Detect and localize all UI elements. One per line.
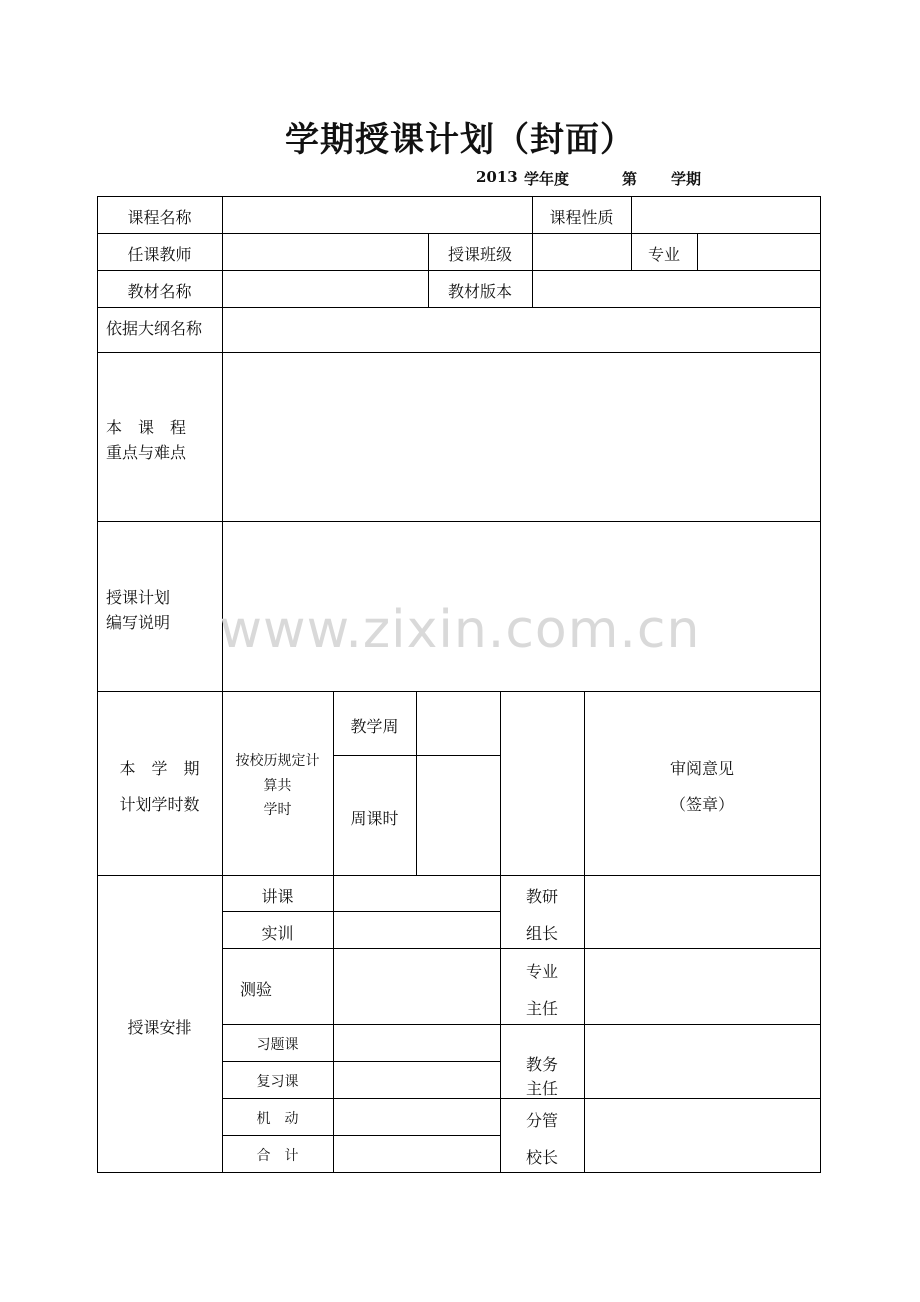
watermark: www.zixin.com.cn [219, 600, 701, 660]
review-class-label: 复习课 [256, 1074, 299, 1090]
textbook-edition-label: 教材版本 [447, 282, 512, 301]
academic-head-line2: 主任 [525, 1079, 558, 1098]
review-seal-label: （签章） [669, 795, 734, 814]
textbook-label: 教材名称 [127, 282, 192, 301]
term-prefix: 第 [622, 170, 638, 188]
academic-head-line1: 教务 [525, 1055, 558, 1074]
major-label: 专业 [647, 245, 680, 264]
keypoints-label-line2: 重点与难点 [106, 443, 187, 462]
year-value: 2013 [476, 168, 518, 186]
exercise-label: 习题课 [256, 1037, 299, 1053]
page-title: 学期授课计划（封面） [285, 120, 635, 160]
course-name-label: 课程名称 [127, 208, 192, 227]
calendar-text-line3: 学时 [263, 802, 292, 818]
notes-label-line2: 编写说明 [106, 613, 171, 632]
major-head-line1: 专业 [525, 962, 558, 981]
lecture-label: 讲课 [261, 887, 294, 906]
major-head-line2: 主任 [525, 999, 558, 1018]
syllabus-label: 依据大纲名称 [106, 319, 203, 338]
class-label: 授课班级 [447, 245, 512, 264]
practical-label: 实训 [261, 924, 294, 943]
term-label: 学期 [671, 170, 702, 188]
arrangement-label: 授课安排 [127, 1018, 192, 1037]
research-head-line2: 组长 [525, 924, 558, 943]
teacher-label: 任课教师 [127, 245, 192, 264]
flexible-label: 机 动 [256, 1111, 299, 1127]
keypoints-label-line1: 本 课 程 [106, 418, 187, 437]
principal-line2: 校长 [525, 1148, 558, 1167]
total-label: 合 计 [256, 1148, 299, 1164]
teaching-weeks-label: 教学周 [350, 717, 399, 736]
course-nature-label: 课程性质 [549, 208, 614, 227]
hours-label-line1: 本 学 期 [119, 759, 200, 778]
calendar-text-line2: 算共 [263, 778, 292, 794]
weekly-hours-label: 周课时 [350, 809, 399, 828]
principal-line1: 分管 [525, 1111, 558, 1130]
hours-label-line2: 计划学时数 [119, 795, 200, 814]
research-head-line1: 教研 [525, 887, 558, 906]
test-label: 测验 [240, 980, 273, 999]
review-label: 审阅意见 [669, 759, 734, 778]
notes-label-line1: 授课计划 [106, 588, 171, 607]
calendar-text-line1: 按校历规定计 [235, 753, 320, 769]
year-label: 学年度 [524, 170, 570, 188]
